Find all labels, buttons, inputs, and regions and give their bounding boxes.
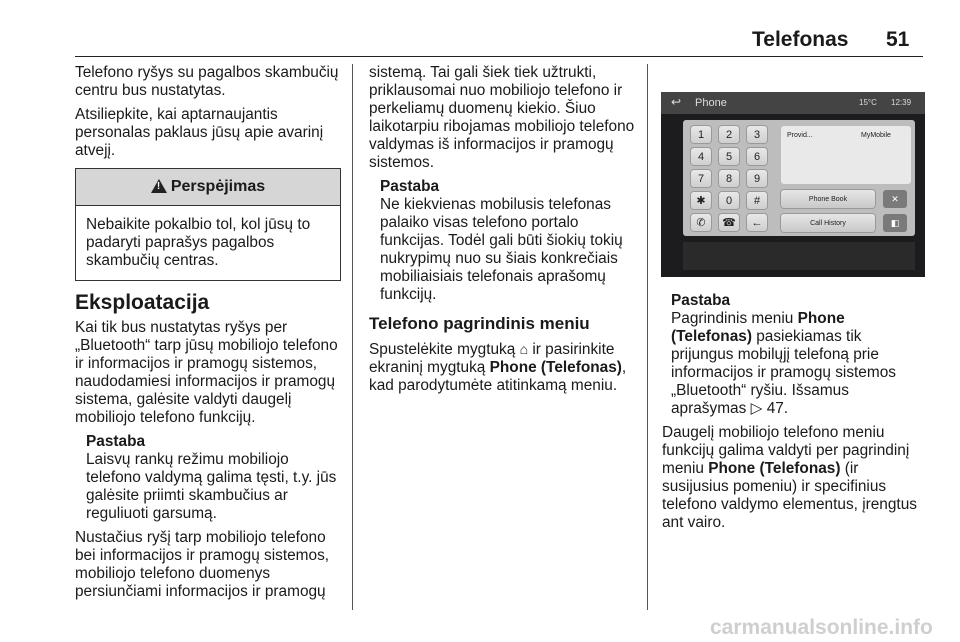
- note-title: Pastaba: [671, 292, 731, 309]
- keypad-key-2[interactable]: 2: [719, 126, 739, 143]
- note: [86, 433, 341, 523]
- text: , kad parodytumėte atitinkamą meniu.: [369, 359, 627, 394]
- warning-box: [75, 168, 341, 281]
- keypad-key-star[interactable]: ✱: [691, 192, 711, 209]
- mute-mic-icon[interactable]: ✕: [883, 190, 907, 208]
- phone-info-panel: [781, 126, 911, 184]
- phone-screen-title: Phone: [695, 97, 727, 109]
- phone-button-ref: Phone (Telefonas): [489, 359, 622, 376]
- keypad-key-4[interactable]: 4: [691, 148, 711, 165]
- paragraph: Nustačius ryšį tarp mobiliojo telefono bei informacijos ir pramogų sistemos, mobiliojo telefono duomenys persiunčiami informacijos ir pramogų: [75, 529, 330, 600]
- column-1: [75, 64, 341, 607]
- paragraph: sistemą. Tai gali šiek tiek užtrukti, priklausomai nuo mobiliojo telefono ir perkeliamų duomenų kiekio. Šiuo laikotarpiu ribojamas mobiliojo telefono valdymas iš informacijos ir pramogų sistemos.: [369, 64, 635, 171]
- clock: 12:39: [891, 98, 912, 107]
- handsfree-icon[interactable]: ◧: [883, 214, 907, 232]
- phone-button-ref: Phone (Telefonas): [671, 310, 845, 345]
- phone-book-button[interactable]: Phone Book: [781, 190, 875, 208]
- column-divider-1: [352, 64, 353, 610]
- page-number: 51: [886, 28, 910, 51]
- home-icon: ⌂: [519, 341, 529, 357]
- note: [380, 178, 635, 304]
- call-icon[interactable]: ✆: [691, 214, 711, 231]
- temperature: 15°C: [859, 98, 877, 107]
- hangup-icon[interactable]: ☎: [719, 214, 739, 231]
- text: Spustelėkite mygtuką: [369, 341, 516, 358]
- mymobile-label: MyMobile: [861, 132, 891, 139]
- keypad-key-0[interactable]: 0: [719, 192, 739, 209]
- page-ref-arrow-icon: ▷: [750, 400, 763, 417]
- text: Pagrindinis meniu: [671, 310, 794, 327]
- paragraph: [662, 424, 926, 532]
- keypad-key-6[interactable]: 6: [747, 148, 767, 165]
- warning-triangle-icon: [151, 179, 167, 193]
- warning-title: Perspėjimas: [170, 178, 266, 195]
- provider-name: Provid...: [787, 132, 813, 139]
- note-title: Pastaba: [380, 178, 440, 195]
- column-2: [369, 64, 635, 401]
- note-title: Pastaba: [86, 433, 146, 450]
- phone-bottom-area: [683, 242, 915, 270]
- warning-header: [76, 169, 340, 206]
- note: [671, 292, 926, 418]
- keypad-key-1[interactable]: 1: [691, 126, 711, 143]
- keypad-key-hash[interactable]: #: [747, 192, 767, 209]
- header-rule: [75, 56, 923, 57]
- keypad-key-7[interactable]: 7: [691, 170, 711, 187]
- keypad-key-8[interactable]: 8: [719, 170, 739, 187]
- text: ir pasirinkite ekraninį mygtuką: [369, 341, 615, 376]
- text: (ir susijusius pomeniu) ir specifinius telefono valdymo elementus, įrengtus ant vairo.: [662, 460, 917, 531]
- keypad-key-9[interactable]: 9: [747, 170, 767, 187]
- page-ref: 47.: [766, 400, 789, 417]
- warning-body: Nebaikite pokalbio tol, kol jūsų to padaryti paprašys pagalbos skambučių centras.: [86, 216, 311, 269]
- call-history-button[interactable]: Call History: [781, 214, 875, 232]
- phone-panel: [683, 120, 915, 236]
- paragraph: Kai tik bus nustatytas ryšys per „Bluetooth“ tarp jūsų mobiliojo telefono ir informacijos ir pramogų sistemos, naudodamiesi informacijos ir pramogų sistema, galėsite valdyti daugelį mobiliojo telefono funkcijų.: [75, 319, 338, 426]
- paragraph: Telefono ryšys su pagalbos skambučių centru bus nustatytas.: [75, 64, 339, 99]
- text: Daugelį mobiliojo telefono meniu funkcijų galima valdyti per pagrindinį meniu: [662, 424, 910, 477]
- phone-button-ref: Phone (Telefonas): [708, 460, 841, 477]
- phone-status-bar: [661, 92, 925, 114]
- paragraph: [369, 340, 635, 395]
- keypad-key-5[interactable]: 5: [719, 148, 739, 165]
- phone-screenshot: [661, 92, 925, 277]
- backspace-icon[interactable]: ←: [747, 214, 767, 231]
- column-3: [662, 292, 926, 538]
- keypad-key-3[interactable]: 3: [747, 126, 767, 143]
- text: pasiekiamas tik prijungus mobilųjį telefoną prie informacijos ir pramogų sistemos „Bluetooth“ ryšiu. Išsamus aprašymas: [671, 328, 896, 417]
- watermark: carmanualsonline.info: [710, 616, 933, 639]
- back-arrow-icon[interactable]: ↩: [671, 95, 682, 109]
- note-body: Ne kiekvienas mobilusis telefonas palaiko visas telefono portalo funkcijas. Todėl gali būti šiokių tokių nukrypimų nuo su šiais konkrečiais mobiliaisiais telefonais aprašomų funkcijų.: [380, 196, 623, 303]
- paragraph: Atsiliepkite, kai aptarnaujantis personalas paklaus jūsų apie avarinį atvejį.: [75, 106, 324, 159]
- page-header-title: Telefonas: [752, 28, 849, 51]
- note-body: Laisvų rankų režimu mobiliojo telefono valdymą galima tęsti, t.y. jūs galėsite priimti skambučius ar reguliuoti garsumą.: [86, 451, 337, 522]
- subsection-heading: Telefono pagrindinis meniu: [369, 314, 590, 333]
- section-heading: Eksploatacija: [75, 291, 210, 314]
- column-divider-2: [647, 64, 648, 610]
